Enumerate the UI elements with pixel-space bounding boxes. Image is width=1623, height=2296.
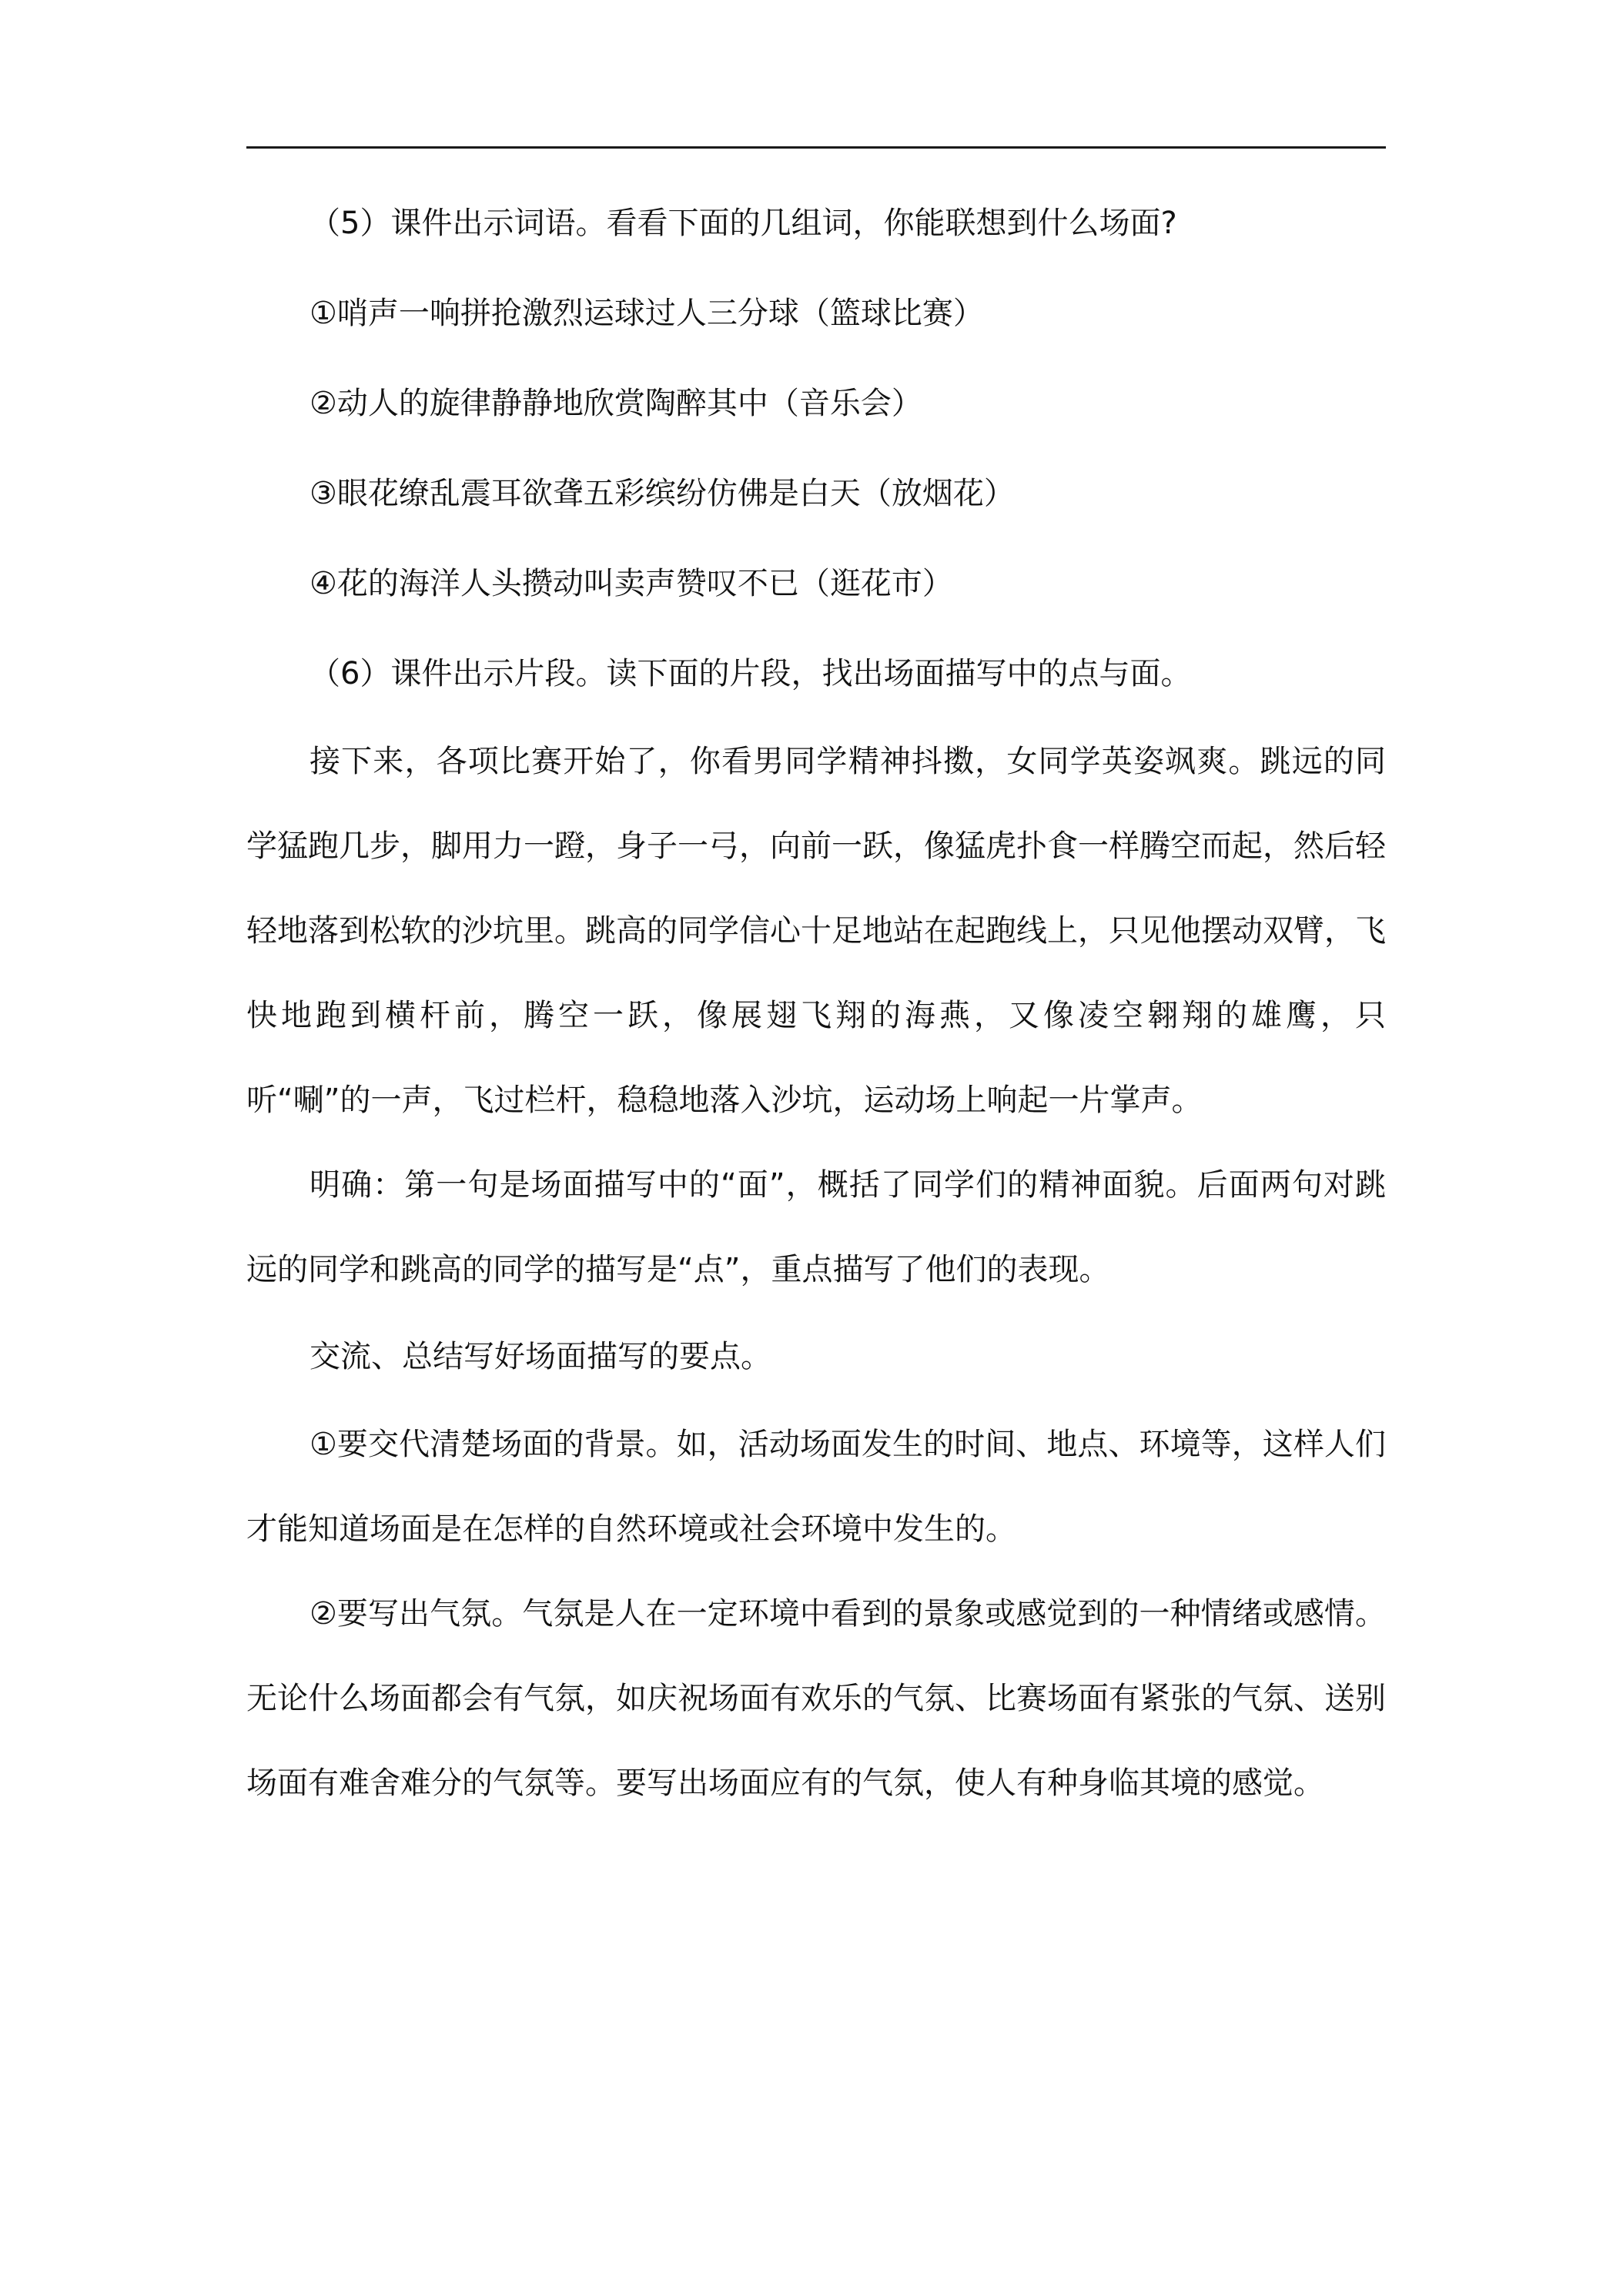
paragraph-point-atmosphere: ②要写出气氛。气氛是人在一定环境中看到的景象或感觉到的一种情绪或感情。无论什么场面都会有气氛，如庆祝场面有欢乐的气氛、比赛场面有紧张的气氛、送别场面有难舍难分的气氛等。要写出场面应有的气氛，使人有种身临其境的感觉。: [246, 1596, 1386, 1801]
paragraph-word-group-3: ③眼花缭乱震耳欲聋五彩缤纷仿佛是白天（放烟花）: [310, 476, 1015, 511]
paragraph-step-5: （5）课件出示词语。看看下面的几组词，你能联想到什么场面?: [310, 206, 1177, 241]
header-rule: [246, 146, 1386, 149]
paragraph-word-group-4: ④花的海洋人头攒动叫卖声赞叹不已（逛花市）: [310, 566, 953, 601]
paragraph-step-6: （6）课件出示片段。读下面的片段，找出场面描写中的点与面。: [310, 656, 1192, 691]
paragraph-sample-passage: 接下来，各项比赛开始了，你看男同学精神抖擞，女同学英姿飒爽。跳远的同学猛跑几步，脚用力一蹬，身子一弓，向前一跃，像猛虎扑食一样腾空而起，然后轻轻地落到松软的沙坑里。跳高的同学信心十足地站在起跑线上，只见他摆动双臂，飞快地跑到横杆前，腾空一跃，像展翅飞翔的海燕，又像凌空翱翔的雄鹰，只听“唰”的一声，飞过栏杆，稳稳地落入沙坑，运动场上响起一片掌声。: [246, 744, 1386, 1118]
paragraph-word-group-2: ②动人的旋律静静地欣赏陶醉其中（音乐会）: [310, 386, 922, 421]
paragraph-summary-heading: 交流、总结写好场面描写的要点。: [310, 1339, 771, 1374]
paragraph-point-background: ①要交代清楚场面的背景。如，活动场面发生的时间、地点、环境等，这样人们才能知道场面是在怎样的自然环境或社会环境中发生的。: [246, 1427, 1386, 1547]
document-body: [246, 179, 1386, 1826]
paragraph-clarification: 明确：第一句是场面描写中的“面”，概括了同学们的精神面貌。后面两句对跳远的同学和跳高的同学的描写是“点”，重点描写了他们的表现。: [246, 1167, 1386, 1287]
paragraph-word-group-1: ①哨声一响拼抢激烈运球过人三分球（篮球比赛）: [310, 296, 984, 331]
